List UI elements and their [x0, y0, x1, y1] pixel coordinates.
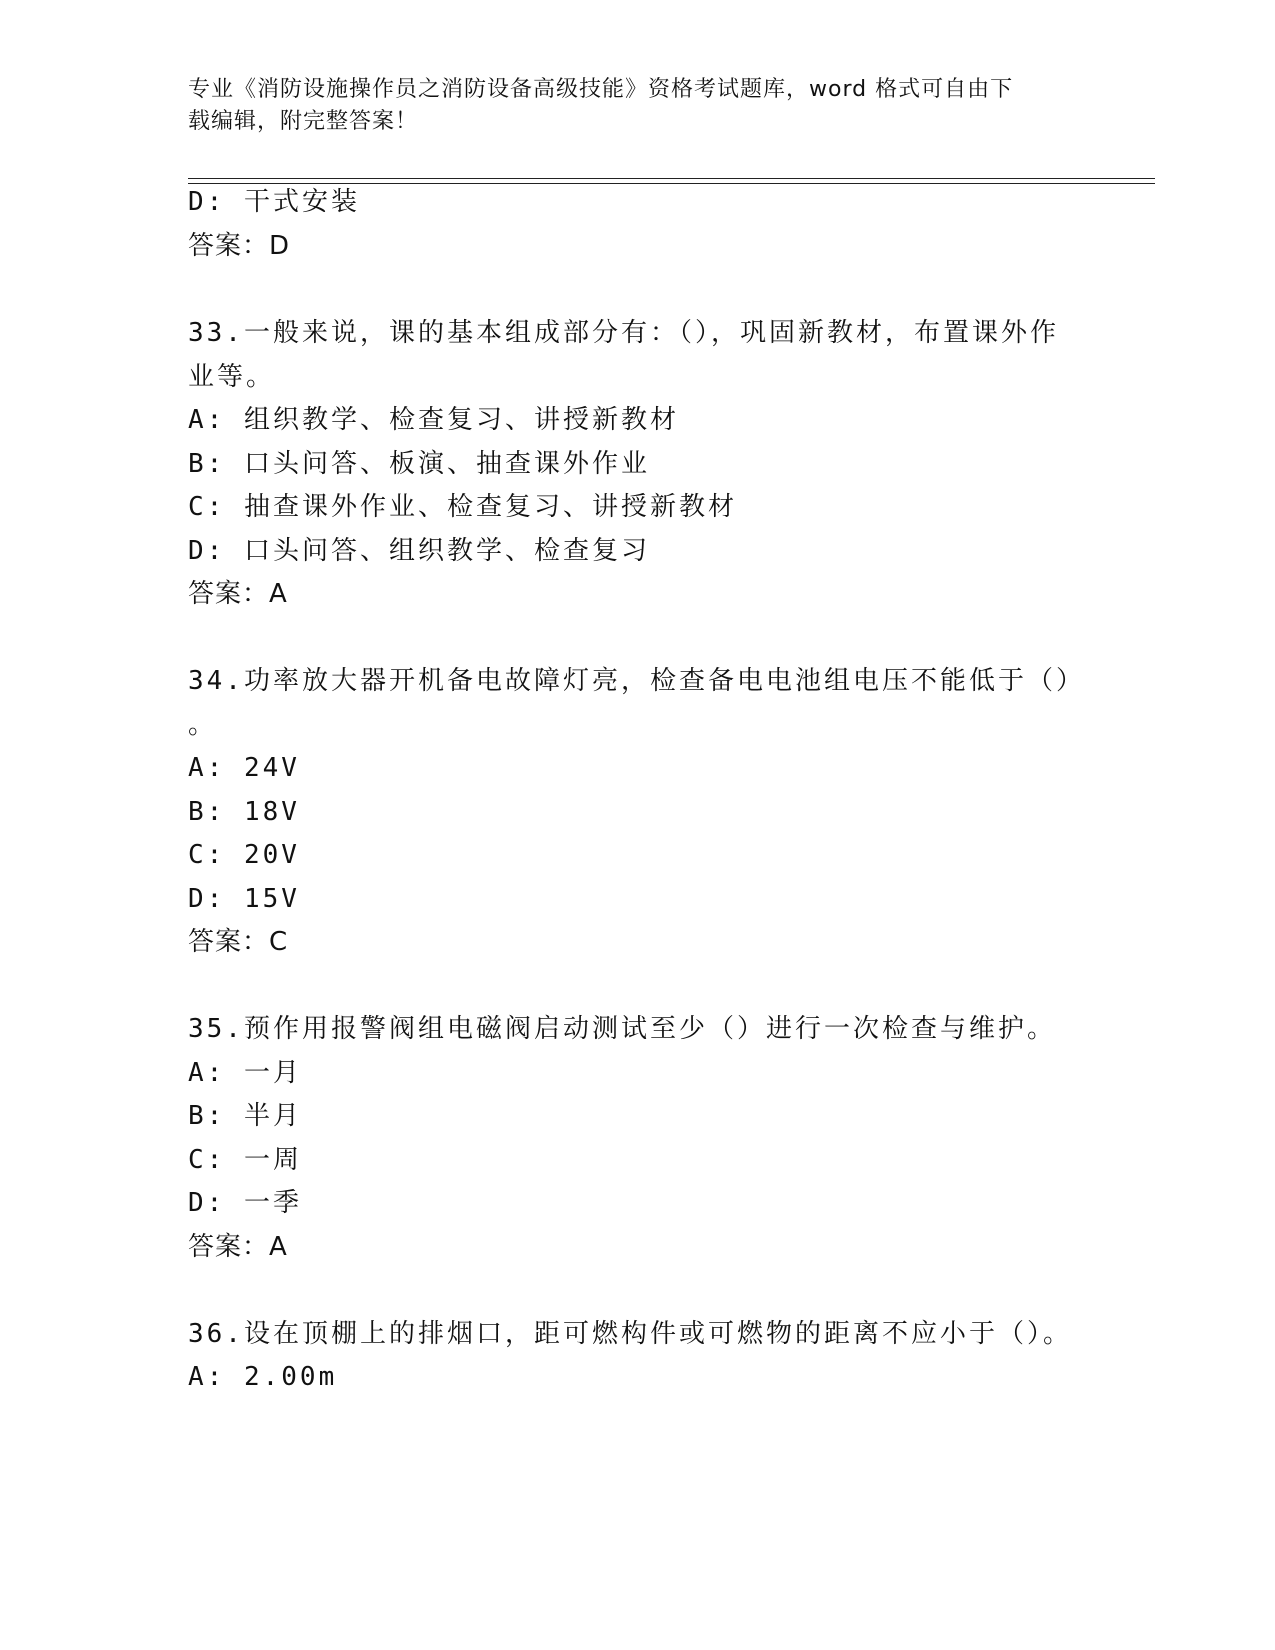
q34-option-b: B: 18V	[188, 797, 300, 827]
q34-option-a: A: 24V	[188, 753, 300, 783]
q34-stem-line-1: 34.功率放大器开机备电故障灯亮，检查备电电池组电压不能低于（）	[188, 666, 1085, 696]
q34-answer: 答案：C	[188, 927, 289, 957]
q35-option-c: C: 一周	[188, 1145, 302, 1175]
q33-stem-line-2: 业等。	[188, 362, 276, 392]
q36-option-a: A: 2.00m	[188, 1362, 338, 1392]
q34-option-d: D: 15V	[188, 884, 300, 914]
q35-option-a: A: 一月	[188, 1058, 302, 1088]
q34-option-c: C: 20V	[188, 840, 300, 870]
q35-stem-line-1: 35.预作用报警阀组电磁阀启动测试至少（）进行一次检查与维护。	[188, 1014, 1056, 1044]
q33-option-b: B: 口头问答、板演、抽查课外作业	[188, 449, 650, 479]
header-divider-top	[188, 178, 1155, 179]
prev-option-d: D: 干式安装	[188, 187, 360, 217]
header-line-1: 专业《消防设施操作员之消防设备高级技能》资格考试题库，word 格式可自由下	[188, 77, 1014, 102]
q33-stem-line-1: 33.一般来说，课的基本组成部分有：（），巩固新教材，布置课外作	[188, 318, 1059, 348]
q33-option-d: D: 口头问答、组织教学、检查复习	[188, 536, 650, 566]
header-line-2: 载编辑，附完整答案！	[188, 109, 419, 134]
prev-answer: 答案：D	[188, 231, 291, 261]
q33-option-a: A: 组织教学、检查复习、讲授新教材	[188, 405, 679, 435]
q35-option-b: B: 半月	[188, 1101, 302, 1131]
document-header	[188, 74, 1068, 138]
q33-option-c: C: 抽查课外作业、检查复习、讲授新教材	[188, 492, 737, 522]
q35-option-d: D: 一季	[188, 1188, 302, 1218]
q35-answer: 答案：A	[188, 1232, 288, 1262]
q33-answer: 答案：A	[188, 579, 288, 609]
header-divider-bottom	[188, 183, 1155, 184]
q36-stem-line-1: 36.设在顶棚上的排烟口，距可燃构件或可燃物的距离不应小于（）。	[188, 1319, 1072, 1349]
q34-stem-line-2: 。	[188, 710, 218, 740]
